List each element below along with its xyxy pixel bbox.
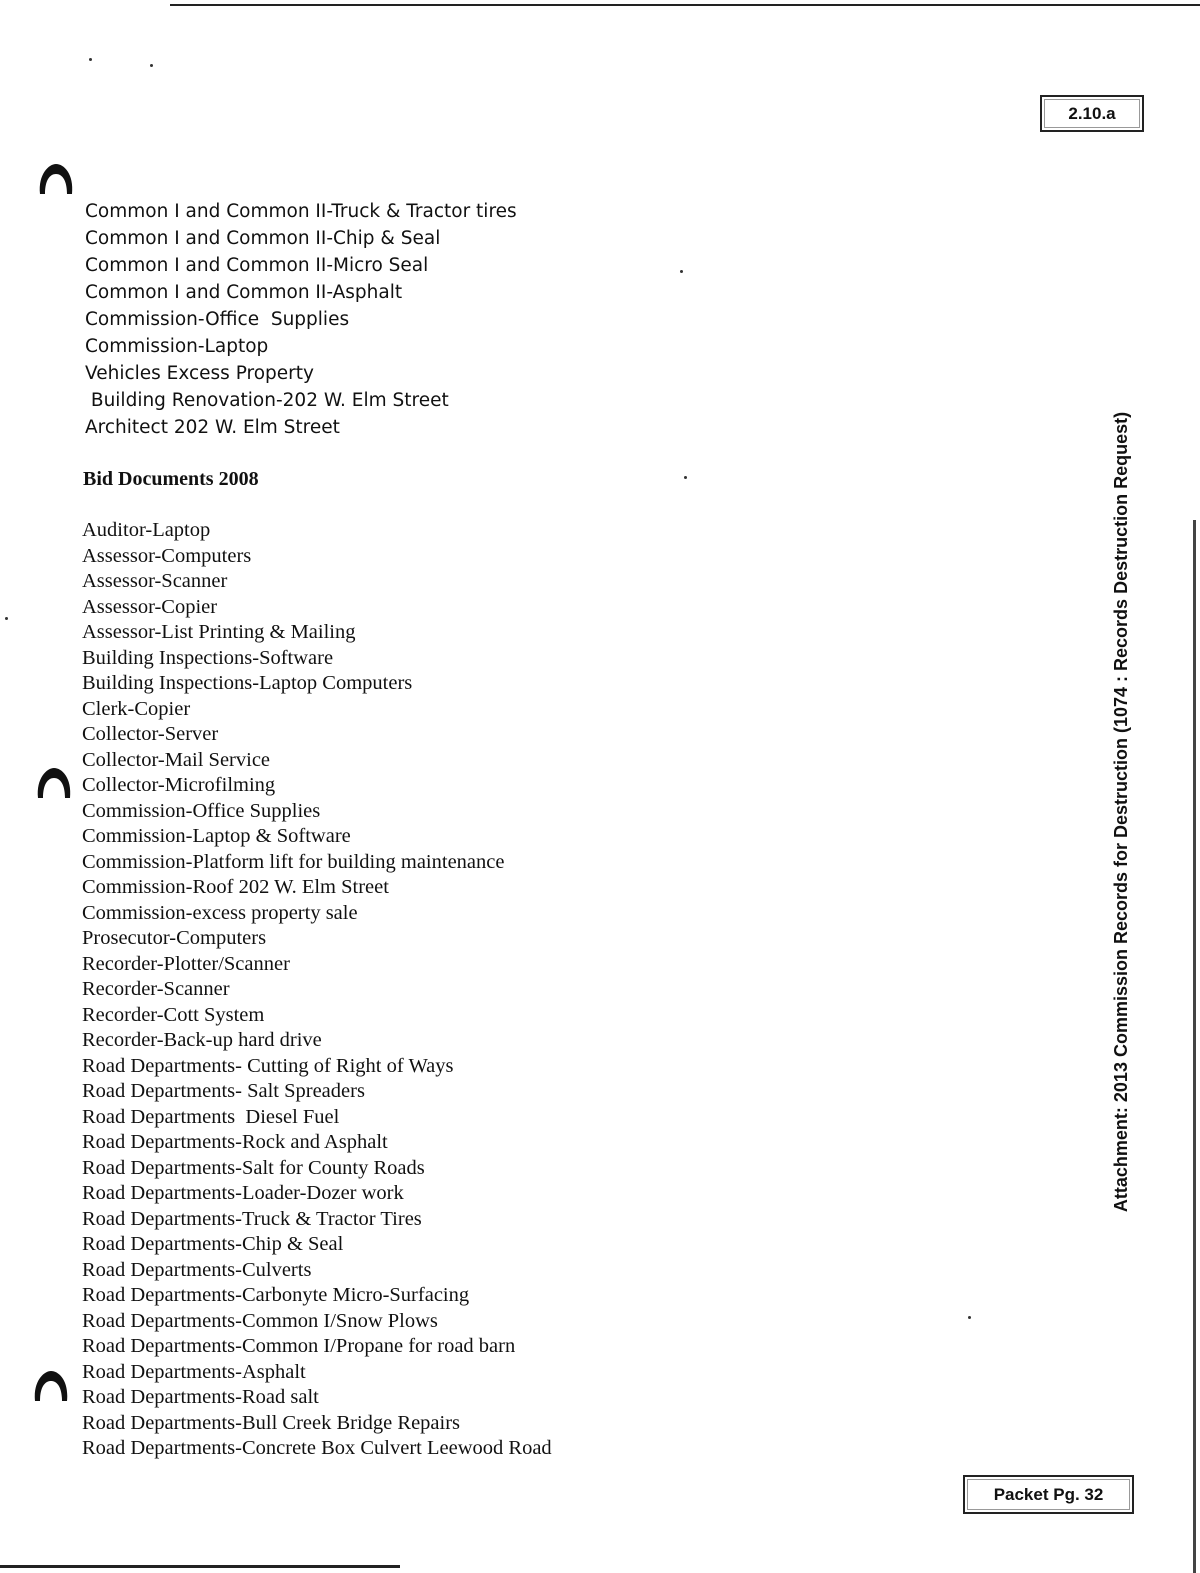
list-item: Road Departments Diesel Fuel bbox=[82, 1105, 340, 1128]
list-item: Clerk-Copier bbox=[82, 697, 191, 720]
list-item: Road Departments-Bull Creek Bridge Repairs bbox=[82, 1411, 461, 1434]
list-item: Road Departments-Road salt bbox=[82, 1386, 319, 1408]
list-item: Commission-Platform lift for building maintenance bbox=[82, 850, 505, 873]
list-item: Recorder-Plotter/Scanner bbox=[82, 952, 290, 975]
scan-speck bbox=[684, 476, 687, 479]
list-item: Road Departments-Rock and Asphalt bbox=[82, 1131, 388, 1153]
list-item: Recorder-Back-up hard drive bbox=[82, 1029, 322, 1051]
list-item: Collector-Server bbox=[82, 723, 219, 745]
list-item: Commission-Laptop & Software bbox=[82, 825, 351, 847]
agenda-item-badge: 2.10.a bbox=[1040, 95, 1144, 132]
list-item: Common I and Common II-Truck & Tractor tires bbox=[85, 201, 517, 222]
list-item: Assessor-List Printing & Mailing bbox=[82, 621, 356, 643]
bid-documents-list bbox=[82, 518, 552, 1462]
list-item: Road Departments- Cutting of Right of Ways bbox=[82, 1054, 454, 1077]
list-item: Commission-excess property sale bbox=[82, 901, 358, 924]
list-item: Recorder-Scanner bbox=[82, 978, 230, 1000]
list-item: Assessor-Scanner bbox=[82, 570, 228, 592]
punch-hole-icon bbox=[32, 1369, 70, 1403]
packet-page-badge: Packet Pg. 32 bbox=[963, 1475, 1134, 1514]
list-item: Commission-Roof 202 W. Elm Street bbox=[82, 876, 389, 898]
list-item: Recorder-Cott System bbox=[82, 1003, 265, 1026]
list-item: Building Inspections-Laptop Computers bbox=[82, 672, 413, 694]
list-item: Road Departments- Salt Spreaders bbox=[82, 1080, 365, 1102]
list-item: Building Inspections-Software bbox=[82, 646, 334, 669]
list-item: Collector-Mail Service bbox=[82, 748, 271, 771]
list-item: Road Departments-Carbonyte Micro-Surfacing bbox=[82, 1284, 470, 1306]
list-item: Commission-Laptop bbox=[85, 336, 269, 357]
scan-speck bbox=[968, 1316, 971, 1319]
right-border-line bbox=[1193, 520, 1196, 1573]
punch-hole-icon bbox=[37, 162, 75, 196]
list-item: Architect 202 W. Elm Street bbox=[85, 417, 340, 438]
attachment-side-caption: Attachment: 2013 Commission Records for Destruction (1074 : Records Destruction Request) bbox=[1111, 411, 1131, 1213]
list-item: Road Departments-Salt for County Roads bbox=[82, 1156, 425, 1179]
list-item: Common I and Common II-Micro Seal bbox=[85, 255, 429, 276]
list-item: Vehicles Excess Property bbox=[85, 363, 314, 384]
list-item: Building Renovation-202 W. Elm Street bbox=[85, 390, 449, 411]
list-item: Assessor-Computers bbox=[82, 544, 252, 567]
list-item: Auditor-Laptop bbox=[82, 519, 211, 541]
list-item: Commission-Office Supplies bbox=[82, 799, 321, 822]
list-item: Road Departments-Common I/Snow Plows bbox=[82, 1309, 438, 1332]
scan-speck bbox=[150, 64, 153, 67]
list-item: Road Departments-Truck & Tractor Tires bbox=[82, 1207, 422, 1230]
scan-speck bbox=[5, 617, 8, 620]
list-item: Road Departments-Loader-Dozer work bbox=[82, 1182, 404, 1204]
list-item: Road Departments-Asphalt bbox=[82, 1360, 306, 1383]
list-item: Common I and Common II-Asphalt bbox=[85, 282, 403, 303]
section-heading: Bid Documents 2008 bbox=[83, 468, 259, 490]
list-item: Commission-Office Supplies bbox=[85, 309, 350, 330]
list-item: Prosecutor-Computers bbox=[82, 927, 267, 949]
list-item: Road Departments-Chip & Seal bbox=[82, 1233, 344, 1255]
common-items-list bbox=[85, 198, 517, 441]
top-border-line bbox=[170, 4, 1200, 6]
list-item: Assessor-Copier bbox=[82, 595, 218, 618]
punch-hole-icon bbox=[35, 766, 73, 800]
list-item: Road Departments-Culverts bbox=[82, 1258, 312, 1281]
scan-speck bbox=[89, 58, 92, 61]
scan-speck bbox=[680, 270, 683, 273]
list-item: Common I and Common II-Chip & Seal bbox=[85, 228, 441, 249]
list-item: Road Departments-Common I/Propane for road barn bbox=[82, 1335, 516, 1357]
list-item: Road Departments-Concrete Box Culvert Leewood Road bbox=[82, 1437, 552, 1459]
list-item: Collector-Microfilming bbox=[82, 774, 276, 796]
bottom-border-line bbox=[0, 1565, 400, 1568]
